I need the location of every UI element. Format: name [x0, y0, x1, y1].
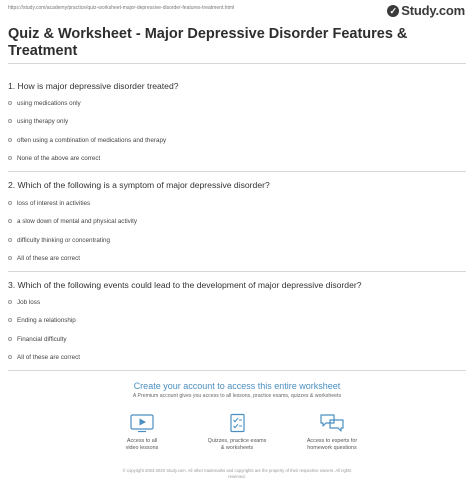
option-label: using therapy only	[17, 117, 69, 125]
option-label: a slow down of mental and physical activity	[17, 217, 138, 225]
question-2-option-3[interactable]	[8, 235, 110, 245]
option-label: Financial difficulty	[17, 335, 67, 343]
radio-button[interactable]	[8, 201, 12, 205]
question-divider	[8, 171, 466, 172]
question-2-option-2[interactable]	[8, 216, 137, 226]
source-url[interactable]: https://study.com/academy/practice/quiz-worksheet-major-depressive-disorder-features-treatment.html	[8, 5, 235, 11]
radio-button[interactable]	[8, 355, 12, 359]
feature-label-line-1: Access to all	[126, 438, 158, 444]
promo-title[interactable]: Create your account to access this entire worksheet	[133, 381, 341, 391]
question-1-option-4[interactable]	[8, 153, 100, 163]
option-label: All of these are correct	[17, 353, 80, 361]
radio-button[interactable]	[8, 300, 12, 304]
quizzes-worksheets-icon	[224, 413, 250, 433]
copyright-notice	[0, 468, 474, 480]
option-label: often using a combination of medications and therapy	[17, 136, 167, 144]
promo-subtitle: A Premium account gives you access to all lessons, practice exams, quizzes & worksheets	[132, 393, 342, 399]
copyright-line-1: © copyright 2003-2020 Study.com. All other trademarks and copyrights are the property of their respective owners. All rights	[122, 468, 352, 473]
page-title: Quiz & Worksheet - Major Depressive Disorder Features & Treatment	[8, 26, 408, 59]
option-label: loss of interest in activities	[17, 199, 91, 207]
question-1-option-1[interactable]	[8, 98, 81, 108]
feature-label-line-1: Quizzes, practice exams	[207, 438, 267, 444]
feature-label	[208, 438, 267, 452]
radio-button[interactable]	[8, 101, 12, 105]
feature-expert-questions	[292, 413, 372, 452]
radio-button[interactable]	[8, 337, 12, 341]
question-2-option-4[interactable]	[8, 253, 80, 263]
question-3-option-1[interactable]	[8, 297, 40, 307]
question-1-option-3[interactable]	[8, 135, 166, 145]
radio-button[interactable]	[8, 256, 12, 260]
radio-button[interactable]	[8, 119, 12, 123]
feature-quizzes-worksheets	[197, 413, 277, 452]
radio-button[interactable]	[8, 318, 12, 322]
question-3-option-4[interactable]	[8, 352, 80, 362]
feature-label-line-2: & worksheets	[220, 445, 254, 451]
radio-button[interactable]	[8, 156, 12, 160]
question-3-option-2[interactable]	[8, 315, 76, 325]
option-label: difficulty thinking or concentrating	[17, 236, 110, 244]
radio-button[interactable]	[8, 138, 12, 142]
option-label: Ending a relationship	[17, 316, 76, 324]
feature-video-lessons	[102, 413, 182, 452]
header-bar	[0, 0, 474, 26]
feature-label-line-1: Access to experts for	[306, 438, 358, 444]
option-label: None of the above are correct	[17, 154, 101, 162]
question-divider	[8, 271, 466, 272]
video-lessons-icon	[129, 413, 155, 433]
question-divider	[8, 370, 466, 371]
feature-label-line-2: video lessons	[125, 445, 159, 451]
question-1-option-2[interactable]	[8, 116, 68, 126]
radio-button[interactable]	[8, 238, 12, 242]
question-3-text: 3. Which of the following events could lead to the development of major depressive disorder?	[8, 280, 362, 290]
option-label: using medications only	[17, 99, 81, 107]
study-logo[interactable]	[387, 3, 465, 18]
question-3-option-3[interactable]	[8, 334, 67, 344]
feature-label	[307, 438, 357, 452]
question-1-text: 1. How is major depressive disorder treated?	[8, 81, 179, 91]
copyright-line-2: reserved.	[228, 474, 246, 479]
title-divider	[8, 63, 466, 64]
expert-questions-icon	[319, 413, 345, 433]
question-2-text: 2. Which of the following is a symptom of major depressive disorder?	[8, 180, 270, 190]
study-logo-icon: ✓	[387, 5, 399, 17]
radio-button[interactable]	[8, 219, 12, 223]
question-2-option-1[interactable]	[8, 198, 90, 208]
option-label: All of these are correct	[17, 254, 80, 262]
feature-label-line-2: homework questions	[307, 445, 357, 451]
feature-label	[126, 438, 159, 452]
option-label: Job loss	[17, 298, 41, 306]
logo-text: Study.com	[401, 3, 465, 18]
